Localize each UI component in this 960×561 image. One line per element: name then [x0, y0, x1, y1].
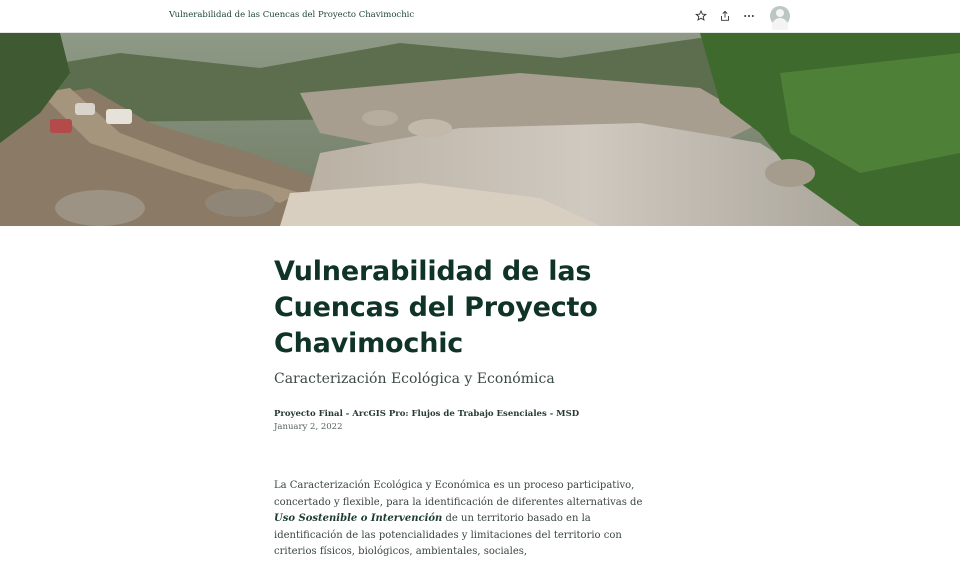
intro-emphasis: Uso Sostenible o Intervención: [274, 513, 443, 524]
page-title: Vulnerabilidad de las Cuencas del Proyecto Chavimochic: [274, 256, 598, 359]
page-subtitle: Caracterización Ecológica y Económica: [274, 371, 555, 387]
byline: Proyecto Final - ArcGIS Pro: Flujos de Trabajo Esenciales - MSD: [274, 409, 580, 419]
header-actions: [694, 6, 790, 26]
avatar-head-shape: [776, 9, 784, 17]
avatar-body-shape: [772, 18, 788, 30]
share-icon[interactable]: [718, 9, 732, 23]
intro-text-part2: de un territorio basado en la identificación de las potencialidades y limitaciones del territorio con criterios físicos, biológicos, ambientales, sociales,: [274, 513, 622, 557]
intro-text-part1: La Caracterización Ecológica y Económica es un proceso participativo, concertado y flexible, para la identificación de diferentes alternativas de: [274, 480, 643, 508]
publish-date: January 2, 2022: [274, 422, 343, 432]
river-landscape-photo: [0, 33, 960, 226]
star-icon[interactable]: [694, 9, 708, 23]
header-doc-title[interactable]: Vulnerabilidad de las Cuencas del Proyecto Chavimochic: [169, 10, 415, 20]
more-icon[interactable]: [742, 9, 756, 23]
article: [274, 254, 694, 561]
intro-paragraph: [274, 478, 662, 561]
avatar[interactable]: [770, 6, 790, 26]
top-header-bar: [0, 0, 960, 33]
hero-image: [0, 33, 960, 226]
